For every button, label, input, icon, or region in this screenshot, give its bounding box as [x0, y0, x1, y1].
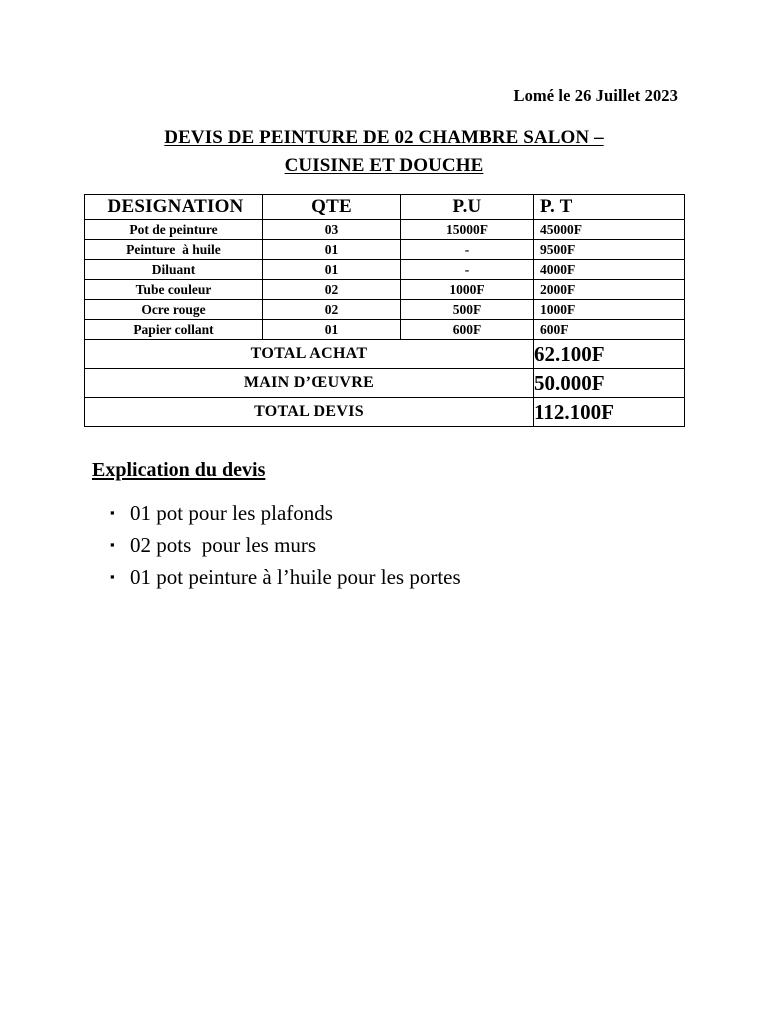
page-title-line-1: DEVIS DE PEINTURE DE 02 CHAMBRE SALON – — [164, 127, 604, 148]
cell-qte: 01 — [263, 320, 401, 340]
date-line: Lomé le 26 Juillet 2023 — [513, 86, 678, 105]
total-value-devis: 112.100F — [534, 398, 685, 427]
cell-designation: Diluant — [85, 260, 263, 280]
table-row — [85, 240, 685, 260]
total-label-achat: TOTAL ACHAT — [85, 340, 534, 369]
column-header-qte: QTE — [263, 195, 401, 220]
cell-qte: 01 — [263, 240, 401, 260]
cell-pt: 2000F — [534, 280, 685, 300]
total-row-main-doeuvre — [85, 369, 685, 398]
explanation-heading: Explication du devis — [92, 459, 266, 481]
cell-qte: 02 — [263, 300, 401, 320]
cell-pt: 45000F — [534, 220, 685, 240]
cell-pu: - — [401, 240, 534, 260]
table-header-row — [85, 195, 685, 220]
column-header-pt: P. T — [534, 195, 685, 220]
total-value-main-doeuvre: 50.000F — [534, 369, 685, 398]
total-label-main-doeuvre: MAIN D’ŒUVRE — [85, 369, 534, 398]
page-title-line-2: CUISINE ET DOUCHE — [284, 155, 484, 176]
column-header-designation: DESIGNATION — [85, 195, 263, 220]
cell-designation: Peinture à huile — [85, 240, 263, 260]
table-row — [85, 260, 685, 280]
bullet-square-icon: ▪ — [110, 505, 115, 520]
cell-pt: 1000F — [534, 300, 685, 320]
table-row — [85, 320, 685, 340]
total-row-achat — [85, 340, 685, 369]
cell-designation: Papier collant — [85, 320, 263, 340]
total-row-devis — [85, 398, 685, 427]
cell-designation: Tube couleur — [85, 280, 263, 300]
list-item — [110, 565, 710, 597]
explanation-list — [110, 501, 710, 597]
cell-pt: 9500F — [534, 240, 685, 260]
cell-designation: Pot de peinture — [85, 220, 263, 240]
cell-qte: 02 — [263, 280, 401, 300]
cell-qte: 03 — [263, 220, 401, 240]
cell-pu: 500F — [401, 300, 534, 320]
cell-pu: 15000F — [401, 220, 534, 240]
total-label-devis: TOTAL DEVIS — [85, 398, 534, 427]
bullet-square-icon: ▪ — [110, 569, 115, 584]
list-item — [110, 533, 710, 565]
list-item-label: 01 pot pour les plafonds — [130, 501, 333, 525]
bullet-square-icon: ▪ — [110, 537, 115, 552]
cell-qte: 01 — [263, 260, 401, 280]
cell-pu: 600F — [401, 320, 534, 340]
cell-pt: 4000F — [534, 260, 685, 280]
total-value-achat: 62.100F — [534, 340, 685, 369]
page-title — [84, 124, 684, 180]
cell-pu: - — [401, 260, 534, 280]
table-row — [85, 220, 685, 240]
cell-pt: 600F — [534, 320, 685, 340]
cell-pu: 1000F — [401, 280, 534, 300]
table-row — [85, 300, 685, 320]
table-row — [85, 280, 685, 300]
list-item — [110, 501, 710, 533]
cell-designation: Ocre rouge — [85, 300, 263, 320]
list-item-label: 01 pot peinture à l’huile pour les portes — [130, 565, 461, 589]
quote-table — [84, 194, 685, 427]
list-item-label: 02 pots pour les murs — [130, 533, 317, 557]
column-header-pu: P.U — [401, 195, 534, 220]
